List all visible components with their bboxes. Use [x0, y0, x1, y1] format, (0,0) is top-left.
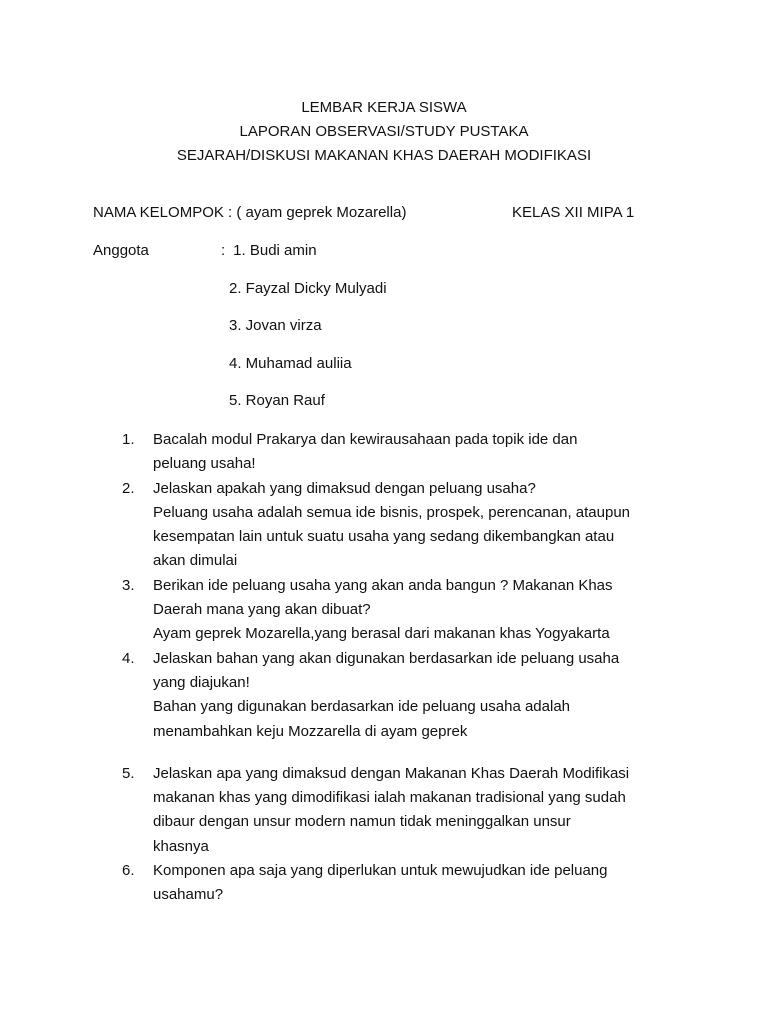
question-number: 1.	[122, 431, 135, 448]
answer-text: khasnya	[153, 837, 209, 855]
question-text: peluang usaha!	[153, 455, 256, 473]
question-text: Komponen apa saja yang diperlukan untuk mewujudkan ide peluang	[153, 862, 608, 880]
question-number: 2.	[122, 479, 135, 497]
header-subtitle: LAPORAN OBSERVASI/STUDY PUSTAKA	[239, 123, 529, 140]
question-text: Jelaskan apakah yang dimaksud dengan peluang usaha?	[153, 479, 536, 497]
question-text: Jelaskan bahan yang akan digunakan berdasarkan ide peluang usaha	[153, 649, 620, 667]
question-text: yang diajukan!	[153, 673, 250, 691]
answer-text: Ayam geprek Mozarella,yang berasal dari makanan khas Yogyakarta	[153, 625, 610, 643]
member-name: 2. Fayzal Dicky Mulyadi	[229, 279, 387, 297]
question-list	[0, 428, 768, 908]
header-title: LEMBAR KERJA SISWA	[301, 99, 467, 116]
question-item	[0, 574, 768, 647]
answer-text: menambahkan keju Mozzarella di ayam geprek	[153, 722, 468, 740]
member-name: 4. Muhamad auliia	[229, 354, 352, 372]
question-text: Daerah mana yang akan dibuat?	[153, 601, 371, 619]
member-list	[221, 240, 387, 428]
answer-text: Peluang usaha adalah semua ide bisnis, prospek, perencanan, ataupun	[153, 503, 631, 521]
question-item	[0, 477, 768, 574]
member-item	[221, 240, 387, 278]
member-name: 1. Budi amin	[233, 242, 317, 259]
question-number: 4.	[122, 649, 135, 667]
question-text: Bacalah modul Prakarya dan kewirausahaan pada topik ide dan	[153, 431, 578, 448]
member-name: 3. Jovan virza	[229, 317, 322, 334]
answer-text: kesempatan lain untuk suatu usaha yang sedang dikembangkan atau	[153, 528, 615, 546]
question-number: 3.	[122, 576, 135, 594]
header-topic: SEJARAH/DISKUSI MAKANAN KHAS DAERAH MODIFIKASI	[176, 147, 592, 164]
member-item	[221, 390, 387, 428]
document-header	[0, 96, 768, 168]
class-info: KELAS XII MIPA 1	[512, 204, 635, 221]
answer-text: Bahan yang digunakan berdasarkan ide peluang usaha adalah	[153, 698, 571, 716]
question-item	[0, 762, 768, 859]
member-name: 5. Royan Rauf	[229, 392, 325, 409]
question-number: 6.	[122, 862, 135, 880]
question-text: Berikan ide peluang usaha yang akan anda bangun ? Makanan Khas	[153, 576, 613, 594]
question-text: usahamu?	[153, 886, 224, 904]
member-separator: :	[221, 242, 226, 259]
answer-text: akan dimulai	[153, 552, 238, 570]
group-name: NAMA KELOMPOK : ( ayam geprek Mozarella)	[93, 204, 407, 221]
question-number: 5.	[122, 764, 135, 782]
question-text: Jelaskan apa yang dimaksud dengan Makanan Khas Daerah Modifikasi	[153, 764, 630, 782]
member-item	[221, 353, 387, 391]
member-item	[221, 315, 387, 353]
members-label: Anggota	[93, 242, 149, 259]
question-item	[0, 428, 768, 477]
member-item	[221, 278, 387, 316]
question-item	[0, 647, 768, 744]
answer-text: makanan khas yang dimodifikasi ialah makanan tradisional yang sudah	[153, 789, 626, 807]
answer-text: dibaur dengan unsur modern namun tidak meninggalkan unsur	[153, 813, 571, 831]
question-item	[0, 859, 768, 908]
